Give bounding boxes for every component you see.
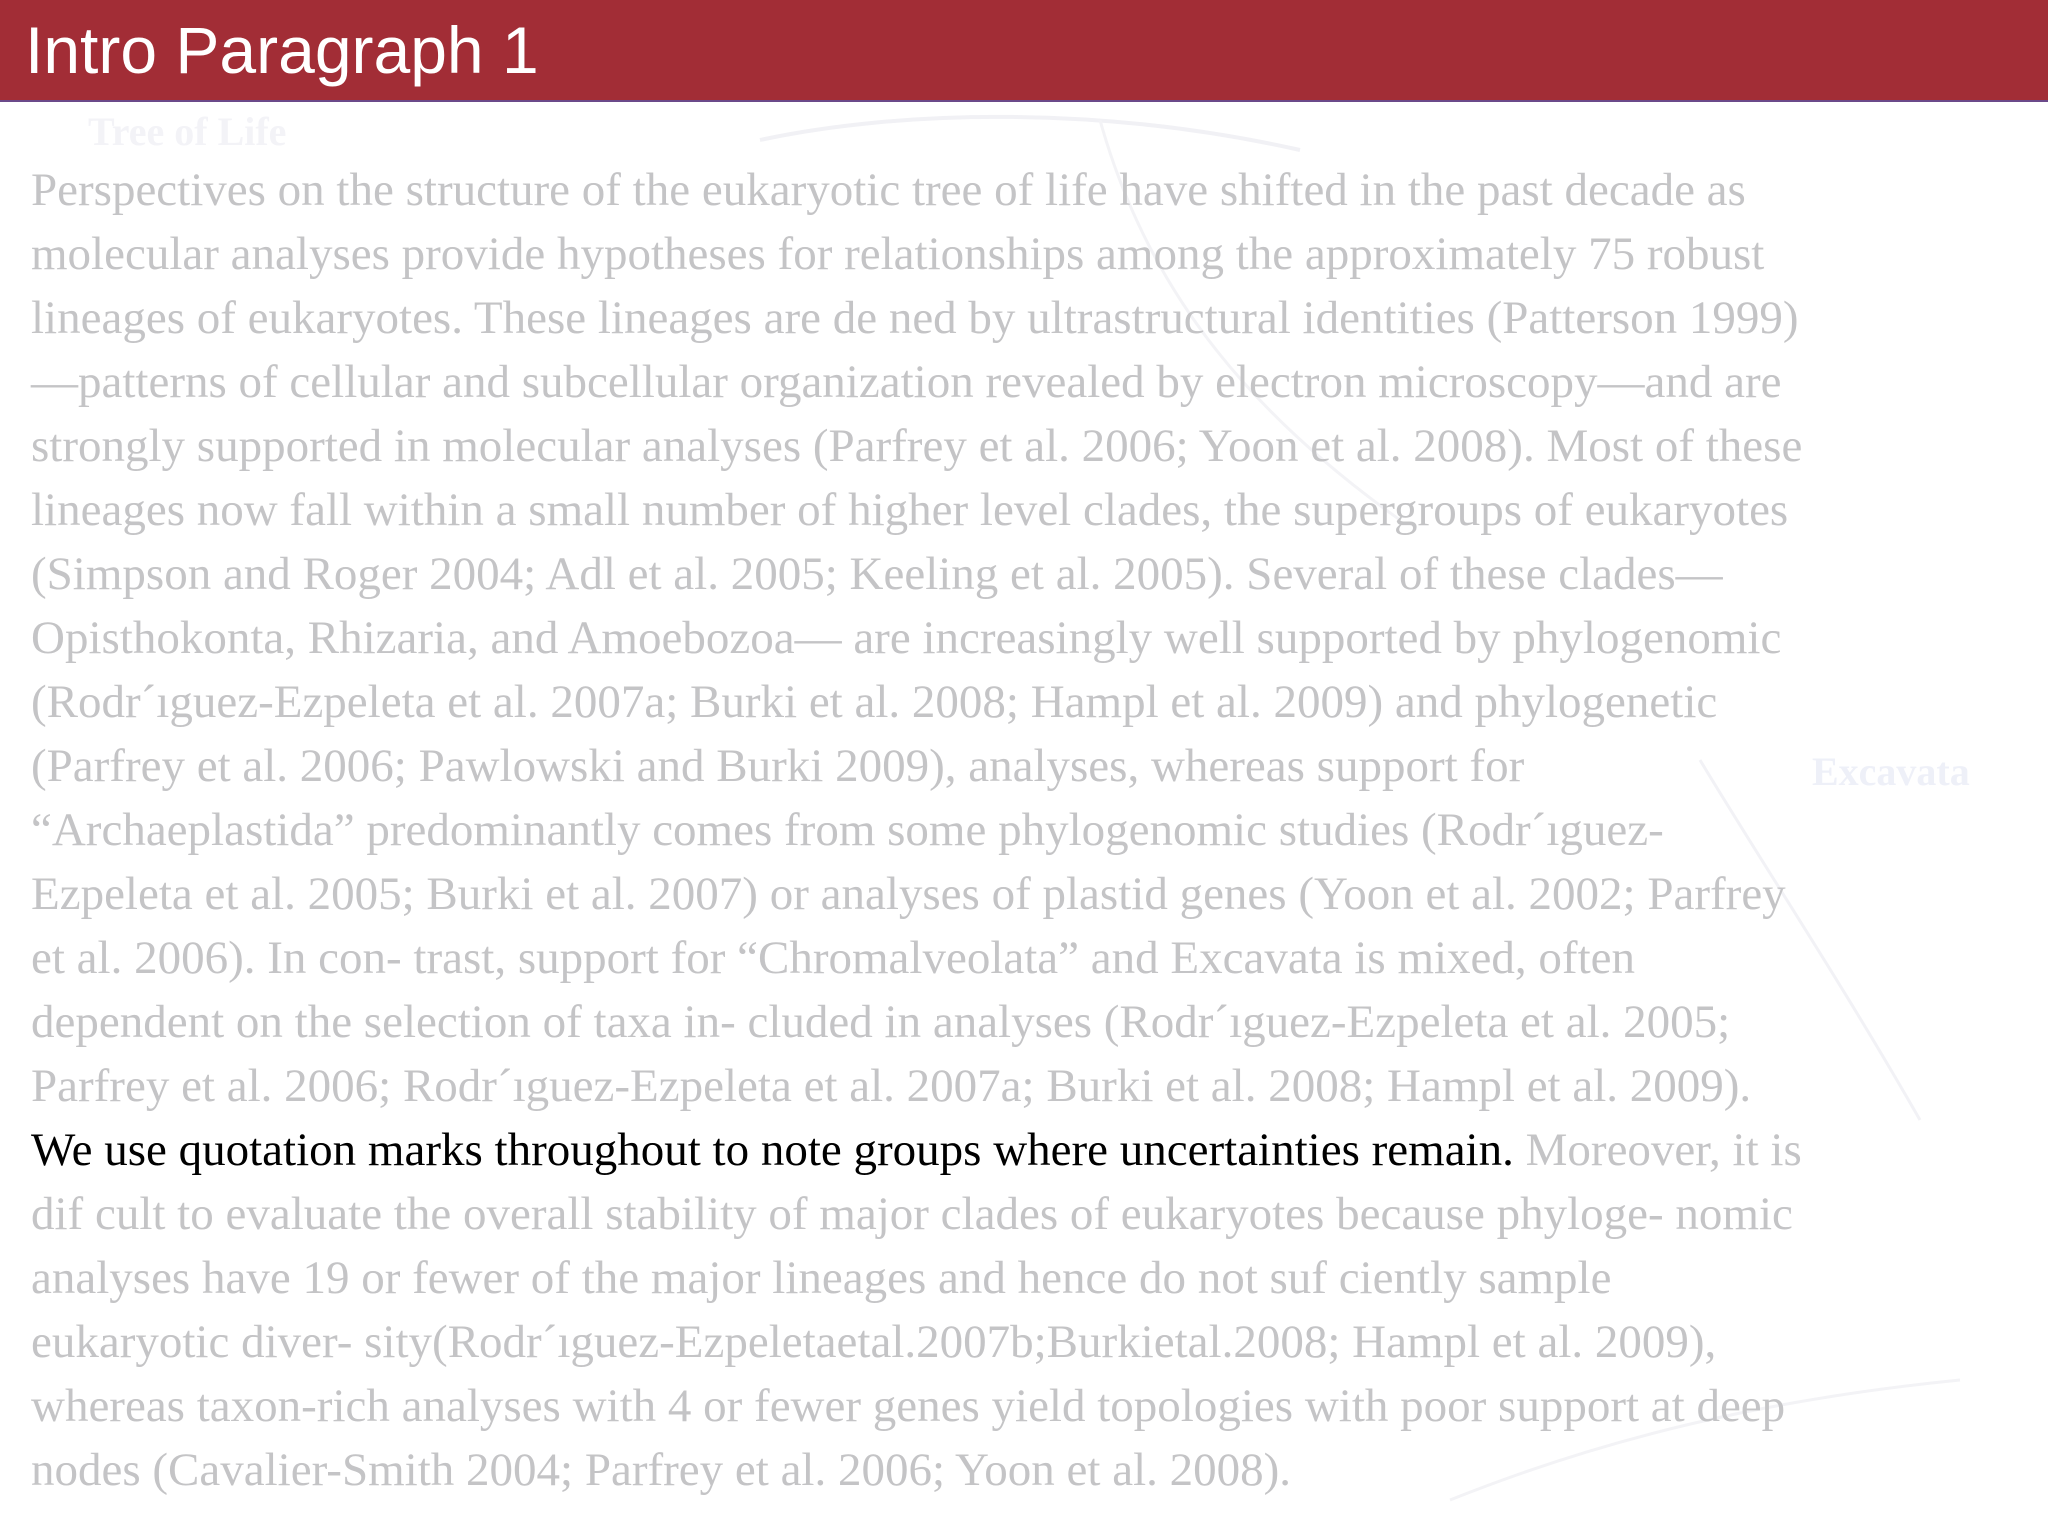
paragraph-line: molecular analyses provide hypotheses for relationships among the approximately 75 robust <box>31 228 1765 280</box>
paragraph-line: (Simpson and Roger 2004; Adl et al. 2005; Keeling et al. 2005). Several of these clades— <box>31 548 1723 600</box>
paragraph-line: analyses have 19 or fewer of the major lineages and hence do not suf ciently sample <box>31 1252 1612 1304</box>
paragraph-line: (Rodr´ıguez-Ezpeleta et al. 2007a; Burki et al. 2008; Hampl et al. 2009) and phylogenetic <box>31 676 1718 728</box>
background-label-tree: Tree of Life <box>88 109 287 154</box>
highlighted-sentence: We use quotation marks throughout to note groups where uncertainties remain. <box>31 1124 1514 1176</box>
paragraph-line-tail: Moreover, it is <box>1525 1124 1802 1176</box>
title-bar <box>0 0 2048 102</box>
paragraph-line: Opisthokonta, Rhizaria, and Amoebozoa— are increasingly well supported by phylogenomic <box>31 612 1782 664</box>
paragraph-line: eukaryotic diver- sity(Rodr´ıguez-Ezpeletaetal.2007b;Burkietal.2008; Hampl et al. 2009), <box>31 1316 1717 1368</box>
paragraph-line: et al. 2006). In con- trast, support for “Chromalveolata” and Excavata is mixed, often <box>31 932 1635 984</box>
paragraph-line: Parfrey et al. 2006; Rodr´ıguez-Ezpeleta et al. 2007a; Burki et al. 2008; Hampl et al. 2009). <box>31 1060 1752 1112</box>
slide-title: Intro Paragraph 1 <box>25 13 539 87</box>
paragraph-line: nodes (Cavalier-Smith 2004; Parfrey et al. 2006; Yoon et al. 2008). <box>31 1444 1292 1496</box>
paragraph-line: lineages of eukaryotes. These lineages are de ned by ultrastructural identities (Patterson 1999) <box>31 292 1799 344</box>
paragraph-line: —patterns of cellular and subcellular organization revealed by electron microscopy—and are <box>31 356 1782 408</box>
paragraph-line: Perspectives on the structure of the eukaryotic tree of life have shifted in the past decade as <box>31 164 1746 216</box>
paragraph-line: lineages now fall within a small number of higher level clades, the supergroups of eukaryotes <box>31 484 1789 536</box>
paragraph-line: strongly supported in molecular analyses (Parfrey et al. 2006; Yoon et al. 2008). Most of these <box>31 420 1803 472</box>
paragraph-line: Ezpeleta et al. 2005; Burki et al. 2007) or analyses of plastid genes (Yoon et al. 2002; Parfrey <box>31 868 1786 920</box>
paragraph-line: (Parfrey et al. 2006; Pawlowski and Burki 2009), analyses, whereas support for <box>31 740 1525 792</box>
paragraph-line: dependent on the selection of taxa in- cluded in analyses (Rodr´ıguez-Ezpeleta et al. 2005; <box>31 996 1731 1048</box>
intro-paragraph <box>31 158 2031 1502</box>
paragraph-line: “Archaeplastida” predominantly comes from some phylogenomic studies (Rodr´ıguez- <box>31 804 1664 856</box>
background-label-excavata: Excavata <box>1812 749 1970 794</box>
paragraph-line: dif cult to evaluate the overall stability of major clades of eukaryotes because phyloge- nomic <box>31 1188 1793 1240</box>
paragraph-line: whereas taxon-rich analyses with 4 or fewer genes yield topologies with poor support at deep <box>31 1380 1786 1432</box>
